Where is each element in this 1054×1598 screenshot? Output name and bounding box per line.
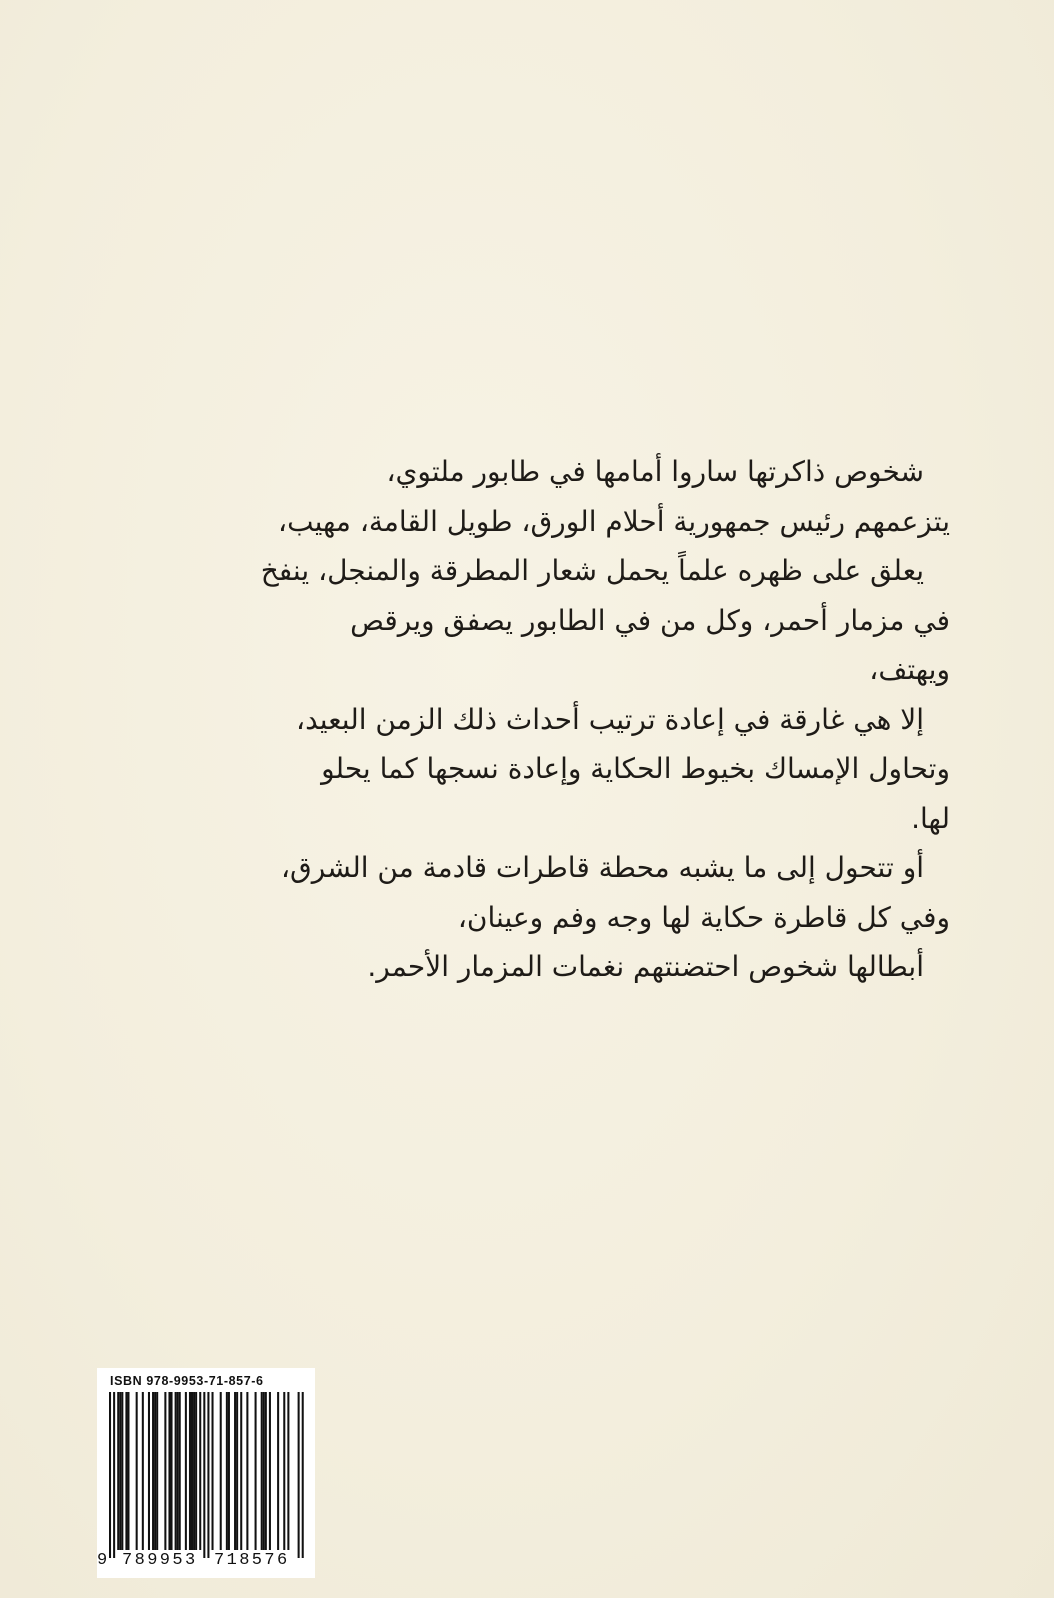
barcode-bar [171,1392,173,1550]
barcode-bar [199,1392,201,1550]
barcode-bar [269,1392,271,1550]
blurb-line-4: في مزمار أحمر، وكل من في الطابور يصفق ويرقص [350,603,950,637]
blurb-line-11: أبطالها شخوص احتضنتهم نغمات المزمار الأحمر. [367,950,924,983]
barcode-guard-bar [203,1392,205,1558]
barcode-guard-bar [109,1392,111,1558]
barcode-guard-bar [207,1392,209,1558]
isbn-barcode [97,1368,315,1578]
barcode-bar [234,1392,236,1550]
ean-right-group: 718576 [214,1551,290,1570]
barcode-bar [226,1392,228,1550]
barcode-bar [119,1392,121,1550]
barcode-bar [220,1392,222,1550]
barcode-bar [152,1392,154,1550]
barcode-bar [191,1392,193,1550]
barcode-bar [265,1392,267,1550]
barcode-bar [228,1392,230,1550]
barcode-bar [287,1392,289,1550]
barcode-bar [117,1392,119,1550]
barcode-bar [240,1392,242,1550]
barcode-bar [154,1392,156,1550]
barcode-bar [179,1392,181,1550]
blurb-line-2: يتزعمهم رئيس جمهورية أحلام الورق، طويل القامة، مهيب، [278,504,950,538]
blurb-line-1: شخوص ذاكرتها ساروا أمامها في طابور ملتوي، [386,455,924,488]
barcode-bar [125,1392,127,1550]
barcode-bar [189,1392,191,1550]
blurb-line-10: وفي كل قاطرة حكاية لها وجه وفم وعينان، [457,900,950,934]
barcode-bar [177,1392,179,1550]
barcode-bar [255,1392,257,1550]
barcode-bar [277,1392,279,1550]
barcode-bar [164,1392,166,1550]
blurb-line-5: ويهتف، [869,653,950,686]
barcode-bar [136,1392,138,1550]
barcode-bar [246,1392,248,1550]
barcode-bar [236,1392,238,1550]
ean-first-digit: 9 [97,1551,108,1570]
blurb-line-3: يعلق على ظهره علماً يحمل شعار المطرقة والمنجل، ينفخ [260,554,924,587]
barcode-bar [195,1392,197,1550]
barcode-bar [168,1392,170,1550]
barcode-bar [185,1392,187,1550]
blurb-line-8: لها. [911,801,950,835]
barcode-bar [148,1392,150,1550]
barcode-bar [142,1392,144,1550]
ean-left-group: 789953 [122,1551,198,1570]
barcode-guard-bar [298,1392,300,1558]
barcode-bar [283,1392,285,1550]
barcode-bar [263,1392,265,1550]
blurb-line-7: وتحاول الإمساك بخيوط الحكاية وإعادة نسجها كما يحلو [321,752,950,785]
barcode-bar [193,1392,195,1550]
barcode-bar [127,1392,129,1550]
barcode-guard-bar [113,1392,115,1558]
barcode-bar [121,1392,123,1550]
barcode-guard-bar [302,1392,304,1558]
barcode-bar [212,1392,214,1550]
blurb-line-6: إلا هي غارقة في إعادة ترتيب أحداث ذلك الزمن البعيد، [296,702,924,736]
barcode-bar [175,1392,177,1550]
barcode-bars [97,1368,315,1578]
barcode-bar [156,1392,158,1550]
back-cover-blurb [190,447,950,992]
isbn-label: ISBN 978-9953-71-857-6 [110,1374,264,1388]
blurb-line-9: أو تتحول إلى ما يشبه محطة قاطرات قادمة من الشرق، [281,851,924,884]
barcode-bar [261,1392,263,1550]
